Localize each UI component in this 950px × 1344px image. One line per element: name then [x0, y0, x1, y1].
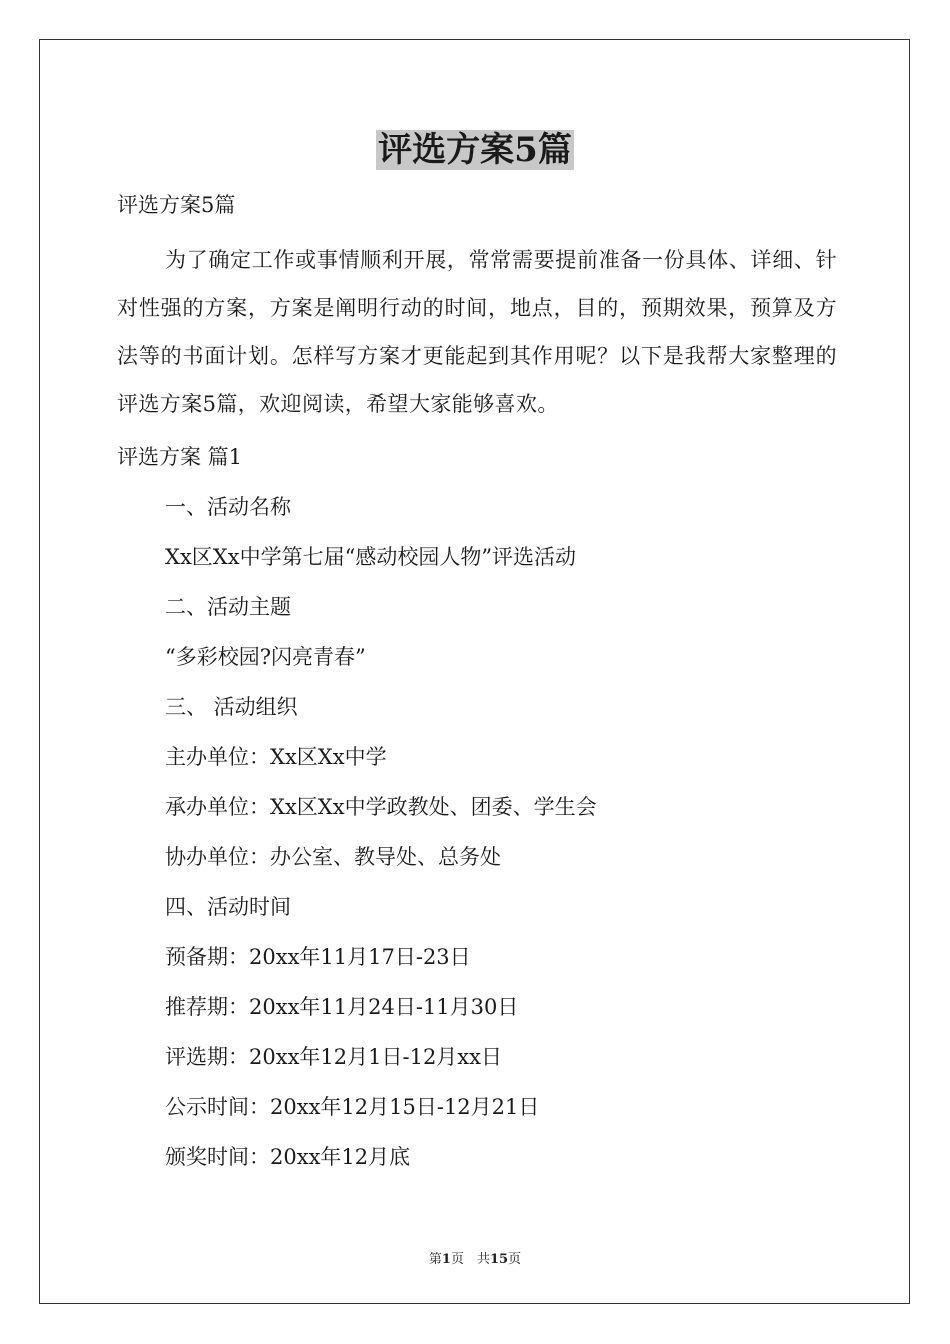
item-activity-theme: “多彩校园?闪亮青春” [165, 645, 366, 669]
item-publicity-time: 公示时间：20xx年12月15日-12月21日 [165, 1095, 540, 1119]
item-award-time: 颁奖时间：20xx年12月底 [165, 1145, 411, 1169]
subtitle: 评选方案5篇 [117, 193, 236, 217]
item-host: 主办单位：Xx区Xx中学 [165, 745, 387, 769]
item-organizer: 承办单位：Xx区Xx中学政教处、团委、学生会 [165, 795, 597, 819]
intro-paragraph: 为了确定工作或事情顺利开展，常常需要提前准备一份具体、详细、针对性强的方案，方案是阐明行动的时间，地点，目的，预期效果，预算及方法等的书面计划。怎样写方案才更能起到其作用呢？以下是我帮大家整理的评选方案5篇，欢迎阅读，希望大家能够喜欢。 [117, 248, 837, 416]
page-footer [0, 1248, 950, 1267]
item-activity-name-heading: 一、活动名称 [165, 495, 291, 519]
footer-prefix: 第 [428, 1252, 442, 1267]
section-heading: 评选方案 篇1 [117, 445, 243, 469]
item-selection-period: 评选期：20xx年12月1日-12月xx日 [165, 1045, 502, 1069]
item-recommend-period: 推荐期：20xx年11月24日-11月30日 [165, 995, 519, 1019]
footer-current-page: 1 [441, 1252, 451, 1267]
document-title-text: 评选方案5篇 [378, 130, 572, 170]
item-prep-period: 预备期：20xx年11月17日-23日 [165, 945, 471, 969]
document-title [0, 126, 950, 174]
item-time-heading: 四、活动时间 [165, 895, 291, 919]
item-organization-heading: 三、 活动组织 [165, 695, 298, 719]
item-activity-name: Xx区Xx中学第七届“感动校园人物”评选活动 [165, 545, 577, 569]
footer-total-pages: 15 [489, 1252, 509, 1267]
document-body [117, 180, 837, 1182]
footer-suffix: 页 [508, 1252, 522, 1267]
item-activity-theme-heading: 二、活动主题 [165, 595, 291, 619]
item-co-organizer: 协办单位：办公室、教导处、总务处 [165, 845, 501, 869]
footer-mid: 页 共 [450, 1252, 490, 1267]
